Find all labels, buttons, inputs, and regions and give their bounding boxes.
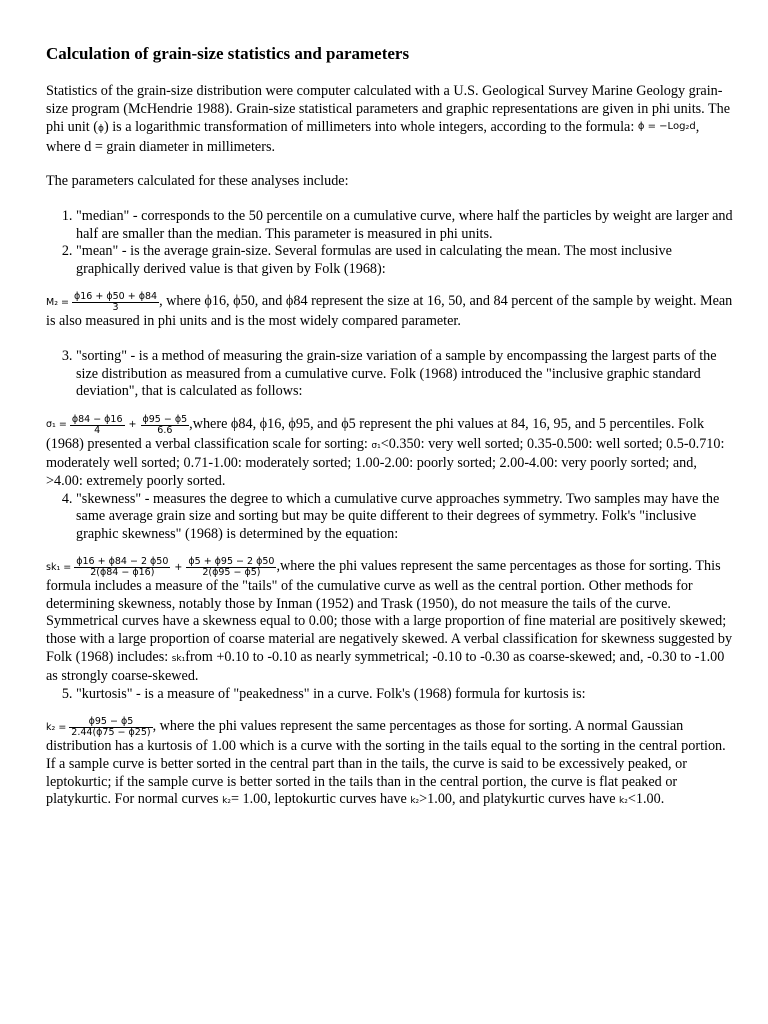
skewness-fraction-2	[186, 557, 276, 578]
document-page	[46, 44, 736, 811]
page-title: Calculation of grain-size statistics and parameters	[46, 44, 410, 63]
skewness-frac2-denominator: 2(ϕ95 − ϕ5)	[202, 567, 261, 579]
kurtosis-symbol-1: k₂	[222, 796, 231, 807]
parameters-intro: The parameters calculated for these analyses include:	[46, 173, 349, 190]
mean-fraction	[72, 292, 159, 313]
skewness-formula	[46, 557, 276, 578]
sorting-fraction-2	[141, 415, 190, 436]
sorting-fraction-1	[70, 415, 125, 436]
mean-denominator: 3	[112, 302, 119, 314]
sorting-frac1-numerator: ϕ84 − ϕ16	[71, 413, 123, 425]
skewness-block	[46, 557, 736, 686]
mean-after-text: , where ϕ16, ϕ50, and ϕ84 represent the size at 16, 50, and 84 percent of the sample by weight. Mean is also measured in phi units and is the most widely compared parameter.	[46, 293, 733, 330]
mean-numerator: ϕ16 + ϕ50 + ϕ84	[74, 291, 158, 303]
kurtosis-text: "kurtosis" - is a measure of "peakedness" in a curve. Folk's (1968) formula for kurtosis is:	[76, 685, 586, 702]
intro-paragraph	[46, 83, 736, 156]
phi-symbol: ϕ	[98, 124, 104, 135]
kurtosis-after-text-b: = 1.00, leptokurtic curves have	[230, 791, 411, 808]
sorting-plus: +	[128, 419, 137, 431]
list-item-skewness	[46, 490, 736, 686]
skewness-after-text-b: from +0.10 to -0.10 as nearly symmetrical; -0.10 to -0.30 as coarse-skewed; and, -0.30 to -1.00 as strongly coarse-skewed.	[46, 648, 725, 685]
list-item-mean	[46, 243, 736, 348]
list-item-kurtosis	[46, 685, 736, 811]
skewness-symbol: sk₁	[171, 653, 186, 664]
sorting-block	[46, 415, 736, 491]
sorting-frac2-denominator: 6.6	[157, 424, 173, 436]
kurtosis-formula-lhs: k₂ =	[46, 721, 67, 733]
intro-text-c: , where d = grain diameter in millimeters.	[46, 119, 700, 155]
kurtosis-numerator: ϕ95 − ϕ5	[69, 717, 152, 728]
skewness-fraction-1	[74, 557, 170, 578]
skewness-formula-lhs: sk₁ =	[46, 561, 72, 573]
list-item-sorting	[46, 347, 736, 491]
mean-formula	[46, 292, 159, 313]
list-item-median	[76, 208, 736, 243]
skewness-frac2-numerator: ϕ5 + ϕ95 − 2 ϕ50	[188, 556, 275, 568]
kurtosis-after-text-d: <1.00.	[627, 791, 665, 808]
skewness-plus: +	[174, 561, 183, 573]
sorting-formula	[46, 415, 189, 436]
skewness-text: "skewness" - measures the degree to which a cumulative curve approaches symmetry. Two samples may have the same average grain size and sorting but may be quite different to their degrees of symmetry. Folk's "inclusive graphic skewness" (1968) is determined by the equation:	[76, 490, 720, 542]
kurtosis-block	[46, 717, 736, 810]
mean-text: "mean" - is the average grain-size. Several formulas are used in calculating the mean. The most inclusive graphically derived value is that given by Folk (1968):	[76, 243, 672, 277]
sorting-frac1-denominator: 4	[94, 424, 101, 436]
skewness-frac1-numerator: ϕ16 + ϕ84 − 2 ϕ50	[76, 556, 169, 568]
kurtosis-formula	[46, 717, 153, 738]
sorting-after-text-b: <0.350: very well sorted; 0.35-0.500: well sorted; 0.5-0.710: moderately well sorted; 0.71-1.00: moderately sorted; 1.00-2.00: poorly sorted; 2.00-4.00: very poorly sorted; and, >4.00: extremely poorly sorted.	[46, 435, 725, 489]
kurtosis-symbol-3: k₂	[619, 796, 628, 807]
median-text: "median" - corresponds to the 50 percentile on a cumulative curve, where half the particles by weight are larger and half are smaller than the median. This parameter is measured in phi units.	[76, 207, 733, 242]
skewness-after-text-a: ,where the phi values represent the same percentages as those for sorting. This formula includes a measure of the "tails" of the cumulative curve as well as the central portion. Other methods for determining skewness, notably those by Inman (1952) and Trask (1950), do not measure the tails of the curve. Symmetrical curves have a skewness equal to 0.00; those with a large proportion of fine material are positively skewed; those with a large proportion of coarse material are negatively skewed. A verbal classification for skewness suggested by Folk (1968) includes:	[46, 558, 733, 665]
sorting-text: "sorting" - is a method of measuring the grain-size variation of a sample by encompassing the largest parts of the size distribution as measured from a cumulative curve. Folk (1968) introduced the "inclusive graphic standard deviation", that is calculated as follows:	[76, 347, 717, 400]
sorting-after-text-a: ,where ϕ84, ϕ16, ϕ95, and ϕ5 represent the phi values at 84, 16, 95, and 5 percentiles. Folk (1968) presented a verbal classification scale for sorting:	[46, 415, 705, 452]
sorting-formula-lhs: σ₁ =	[46, 419, 67, 431]
intro-text-a: Statistics of the grain-size distribution were computer calculated with a U.S. Geological Survey Marine Geology grain-size program (McHendrie 1988). Grain-size statistical parameters and graphic representations are given in phi units. The phi unit (	[46, 83, 731, 136]
skewness-frac1-denominator: 2(ϕ84 − ϕ16)	[90, 567, 155, 579]
mean-block	[46, 292, 736, 331]
kurtosis-denominator: 2.44(ϕ75 − ϕ25)	[71, 727, 151, 739]
kurtosis-after-text-a: , where the phi values represent the same percentages as those for sorting. A normal Gaussian distribution has a kurtosis of 1.00 which is a curve with the sorting in the tails equal to the sorting in the central portion. If a sample curve is better sorted in the central part than in the tails, the curve is said to be excessively peaked, or leptokurtic; if the sample curve is better sorted in the tails than in the central portion, the curve is flat peaked or platykurtic. For normal curves	[46, 718, 726, 808]
sorting-frac2-numerator: ϕ95 − ϕ5	[142, 413, 188, 425]
kurtosis-symbol-2: k₂	[410, 796, 420, 807]
intro-text-b: ) is a logarithmic transformation of millimeters into whole integers, according to the formula:	[103, 119, 638, 136]
phi-formula: ϕ = −Log₂d	[637, 121, 696, 133]
kurtosis-after-text-c: >1.00, and platykurtic curves have	[419, 791, 620, 808]
parameter-list	[46, 208, 736, 811]
sorting-symbol: σ₁	[371, 440, 381, 451]
kurtosis-fraction	[69, 717, 152, 738]
mean-formula-lhs: M₂ =	[46, 296, 69, 308]
